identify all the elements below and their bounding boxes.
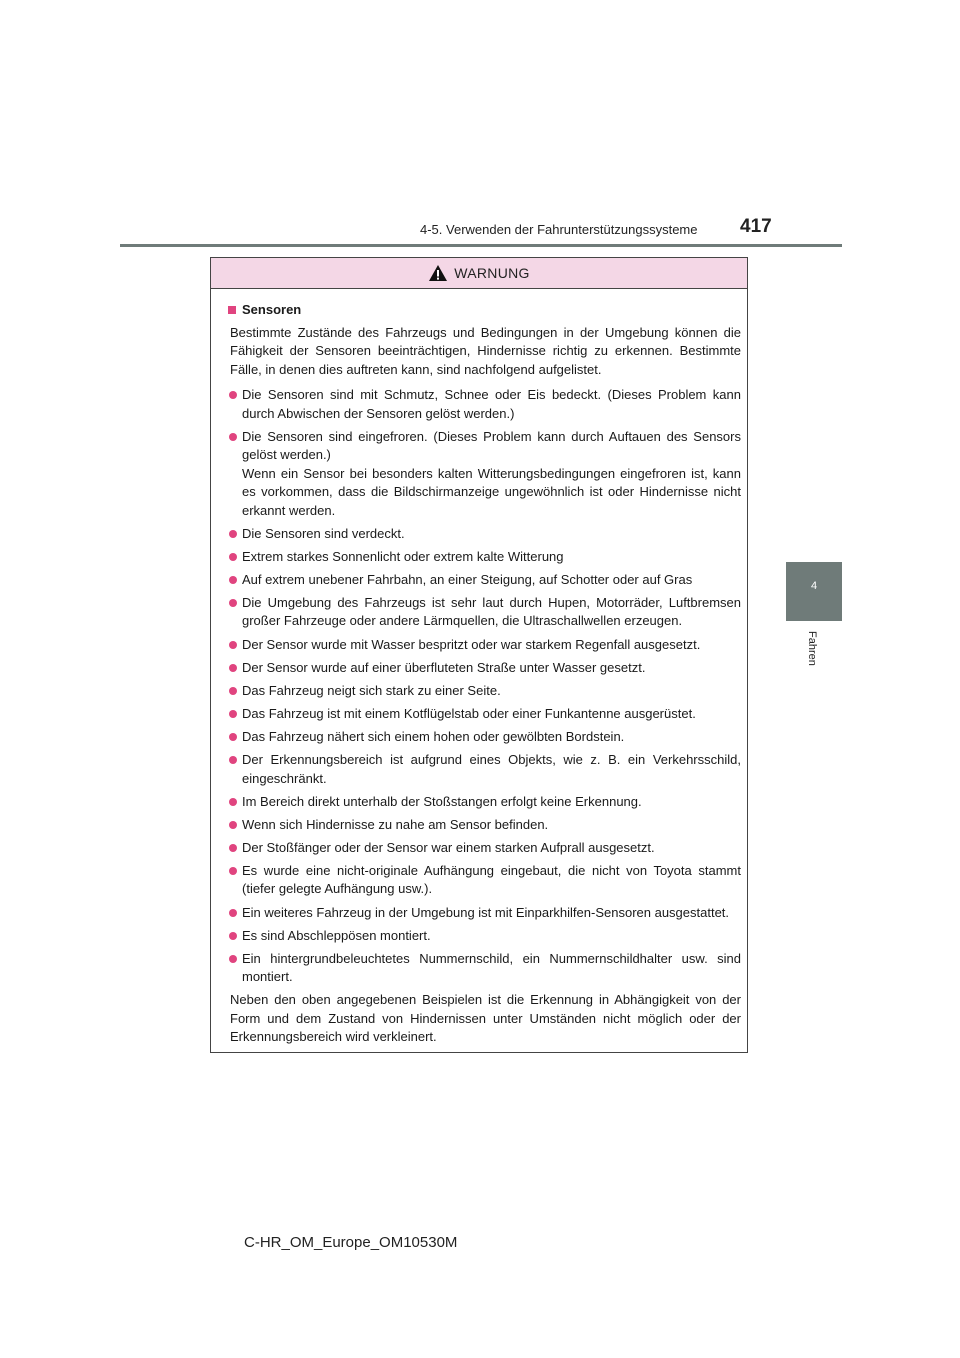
bullet-dot-icon xyxy=(229,710,237,718)
list-item-text: Wenn sich Hindernisse zu nahe am Sensor befinden. xyxy=(242,816,549,832)
list-item xyxy=(228,548,741,567)
list-item-text: Die Sensoren sind eingefroren. (Dieses Problem kann durch Auftauen des Sensors gelöst werden.) Wenn ein Sensor bei besonders kalten Witterungsbedingungen eingefroren ist, kann es vorkommen, dass die Bildschirmanzeige ungewöhnlich ist oder Hindernisse nicht erkannt werden. xyxy=(242,428,741,518)
list-item xyxy=(228,682,741,701)
square-bullet-icon xyxy=(228,306,236,314)
bullet-dot-icon xyxy=(229,798,237,806)
list-item-text: Die Umgebung des Fahrzeugs ist sehr laut durch Hupen, Motorräder, Luftbremsen großer Fahrzeuge oder andere Lärmquellen, die Ultraschallwellen erzeugen. xyxy=(242,594,741,629)
bullet-dot-icon xyxy=(229,756,237,764)
list-item xyxy=(228,386,741,423)
list-item xyxy=(228,636,741,655)
document-id: C-HR_OM_Europe_OM10530M xyxy=(244,1234,458,1251)
bullet-dot-icon xyxy=(229,867,237,875)
bullet-dot-icon xyxy=(229,821,237,829)
warning-triangle-icon xyxy=(428,264,448,282)
chapter-tab xyxy=(786,562,842,621)
warning-box xyxy=(210,257,748,1053)
warning-body xyxy=(211,289,747,1047)
bullet-dot-icon xyxy=(229,844,237,852)
list-item-text: Es sind Abschleppösen montiert. xyxy=(242,927,431,943)
header-divider xyxy=(120,244,842,247)
bullet-dot-icon xyxy=(229,641,237,649)
list-item xyxy=(228,659,741,678)
chapter-number: 4 xyxy=(810,580,818,592)
chapter-label: Fahren xyxy=(806,631,818,666)
chapter-label-wrap xyxy=(794,625,834,675)
list-item xyxy=(228,839,741,858)
bullet-dot-icon xyxy=(229,955,237,963)
intro-paragraph: Bestimmte Zustände des Fahrzeugs und Bedingungen in der Umgebung können die Fähigkeit der Sensoren beeinträchtigen, Hindernisse richtig zu erkennen. Bestimmte Fälle, in denen dies auftreten kann, sind nachfolgend aufgelistet. xyxy=(230,324,741,377)
bullet-dot-icon xyxy=(229,664,237,672)
list-item-text: Der Sensor wurde mit Wasser bespritzt oder war starkem Regenfall ausgesetzt. xyxy=(242,636,701,652)
list-item xyxy=(228,950,741,987)
warning-subheading xyxy=(228,301,741,320)
list-item xyxy=(228,816,741,835)
bullet-dot-icon xyxy=(229,932,237,940)
list-item xyxy=(228,751,741,788)
subheading-text: Sensoren xyxy=(242,302,302,317)
list-item xyxy=(228,927,741,946)
list-item xyxy=(228,525,741,544)
list-item xyxy=(228,904,741,923)
list-item-text: Der Erkennungsbereich ist aufgrund eines Objekts, wie z. B. ein Verkehrsschild, eingeschränkt. xyxy=(242,752,741,786)
warning-title: WARNUNG xyxy=(454,265,530,281)
list-item-text: Ein weiteres Fahrzeug in der Umgebung ist mit Einparkhilfen-Sensoren ausgestattet. xyxy=(242,904,730,920)
bullet-dot-icon xyxy=(229,909,237,917)
list-item-text: Die Sensoren sind verdeckt. xyxy=(242,525,405,541)
list-item-text: Ein hintergrundbeleuchtetes Nummernschild, ein Nummernschildhalter usw. sind montiert. xyxy=(242,950,741,985)
bullet-dot-icon xyxy=(229,687,237,695)
list-item-text: Der Sensor wurde auf einer überfluteten Straße unter Wasser gesetzt. xyxy=(242,659,646,675)
list-item-text: Es wurde eine nicht-originale Aufhängung eingebaut, die nicht von Toyota stammt (tiefer gelegte Aufhängung usw.). xyxy=(242,862,741,897)
list-item xyxy=(228,428,741,521)
list-item-text: Auf extrem unebener Fahrbahn, an einer Steigung, auf Schotter oder auf Gras xyxy=(242,571,693,587)
list-item xyxy=(228,793,741,812)
condition-list xyxy=(228,386,741,987)
bullet-dot-icon xyxy=(229,599,237,607)
list-item xyxy=(228,571,741,590)
list-item-text: Das Fahrzeug ist mit einem Kotflügelstab oder einer Funkantenne ausgerüstet. xyxy=(242,705,696,721)
closing-paragraph: Neben den oben angegebenen Beispielen ist die Erkennung in Abhängigkeit von der Form und dem Zustand von Hindernissen unter Umständen nicht möglich oder der Erkennungsbereich wird verkleinert. xyxy=(230,992,741,1045)
section-title: 4-5. Verwenden der Fahrunterstützungssysteme xyxy=(420,222,698,237)
bullet-dot-icon xyxy=(229,391,237,399)
list-item-text: Das Fahrzeug nähert sich einem hohen oder gewölbten Bordstein. xyxy=(242,728,625,744)
bullet-dot-icon xyxy=(229,733,237,741)
list-item xyxy=(228,705,741,724)
list-item-text: Der Stoßfänger oder der Sensor war einem starken Aufprall ausgesetzt. xyxy=(242,839,655,855)
list-item-text: Die Sensoren sind mit Schmutz, Schnee oder Eis bedeckt. (Dieses Problem kann durch Abwischen der Sensoren gelöst werden.) xyxy=(242,387,741,421)
list-item-text: Extrem starkes Sonnenlicht oder extrem kalte Witterung xyxy=(242,548,564,564)
bullet-dot-icon xyxy=(229,576,237,584)
page-number: 417 xyxy=(740,216,772,237)
list-item xyxy=(228,862,741,899)
warning-header xyxy=(211,258,747,289)
list-item-text: Im Bereich direkt unterhalb der Stoßstangen erfolgt keine Erkennung. xyxy=(242,793,642,809)
list-item xyxy=(228,594,741,631)
bullet-dot-icon xyxy=(229,530,237,538)
list-item-text: Das Fahrzeug neigt sich stark zu einer Seite. xyxy=(242,682,501,698)
bullet-dot-icon xyxy=(229,433,237,441)
bullet-dot-icon xyxy=(229,553,237,561)
list-item xyxy=(228,728,741,747)
